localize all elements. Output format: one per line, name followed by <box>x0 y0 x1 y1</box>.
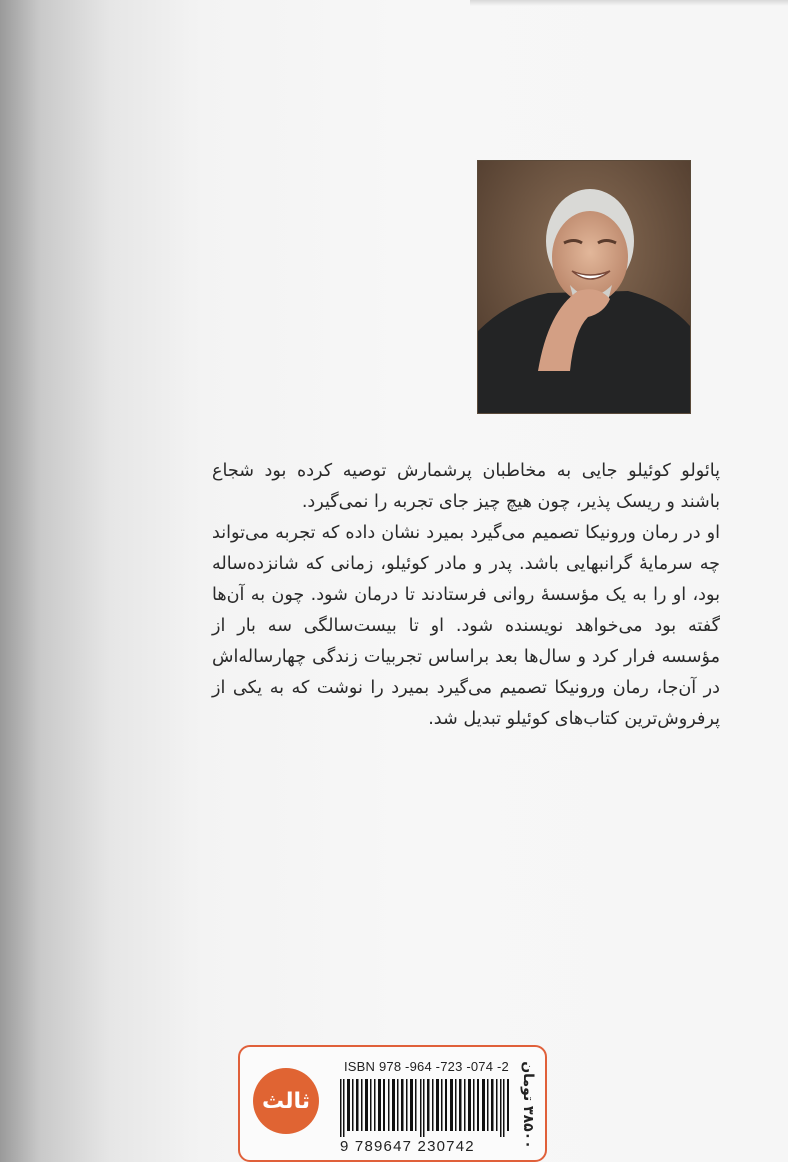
price-text: ۳۸۵۰۰ تومان <box>520 1060 536 1149</box>
publisher-logo-text: ثالث <box>261 1088 311 1114</box>
publisher-logo <box>253 1068 319 1134</box>
author-blurb <box>212 456 720 735</box>
barcode-bars-icon <box>340 1079 512 1137</box>
author-photo <box>477 160 691 414</box>
barcode-digits: 9 789647 230742 <box>340 1138 475 1155</box>
isbn-label: ISBN 978 -964 -723 -074 -2 <box>344 1059 509 1074</box>
page-edge-strip <box>470 0 788 6</box>
portrait-photo-icon <box>478 161 690 413</box>
blurb-paragraph: او در رمان ورونیکا تصمیم می‌گیرد بمیرد نشان داده که تجربه می‌تواند چه سرمایهٔ گرانبهایی باشد. پدر و مادر کوئیلو، زمانی که شانزده‌ساله بود، او را به یک مؤسسهٔ روانی فرستادند تا درمان شود. چون به آن‌ها گفته بود می‌خواهد نویسنده شود. او تا بیست‌سالگی سه بار از مؤسسه فرار کرد و سال‌ها بعد براساس تجربیات زندگی چهارساله‌اش در آن‌جا، رمان ورونیکا تصمیم می‌گیرد بمیرد را نوشت که به یکی از پرفروش‌ترین کتاب‌های کوئیلو تبدیل شد. <box>212 523 720 729</box>
blurb-paragraph: پائولو کوئیلو جایی به مخاطبان پرشمارش توصیه کرده بود شجاع باشند و ریسک پذیر، چون هیچ چیز جای تجربه را نمی‌گیرد. <box>212 461 720 512</box>
price-label <box>516 1057 540 1152</box>
barcode-sticker <box>238 1045 547 1162</box>
